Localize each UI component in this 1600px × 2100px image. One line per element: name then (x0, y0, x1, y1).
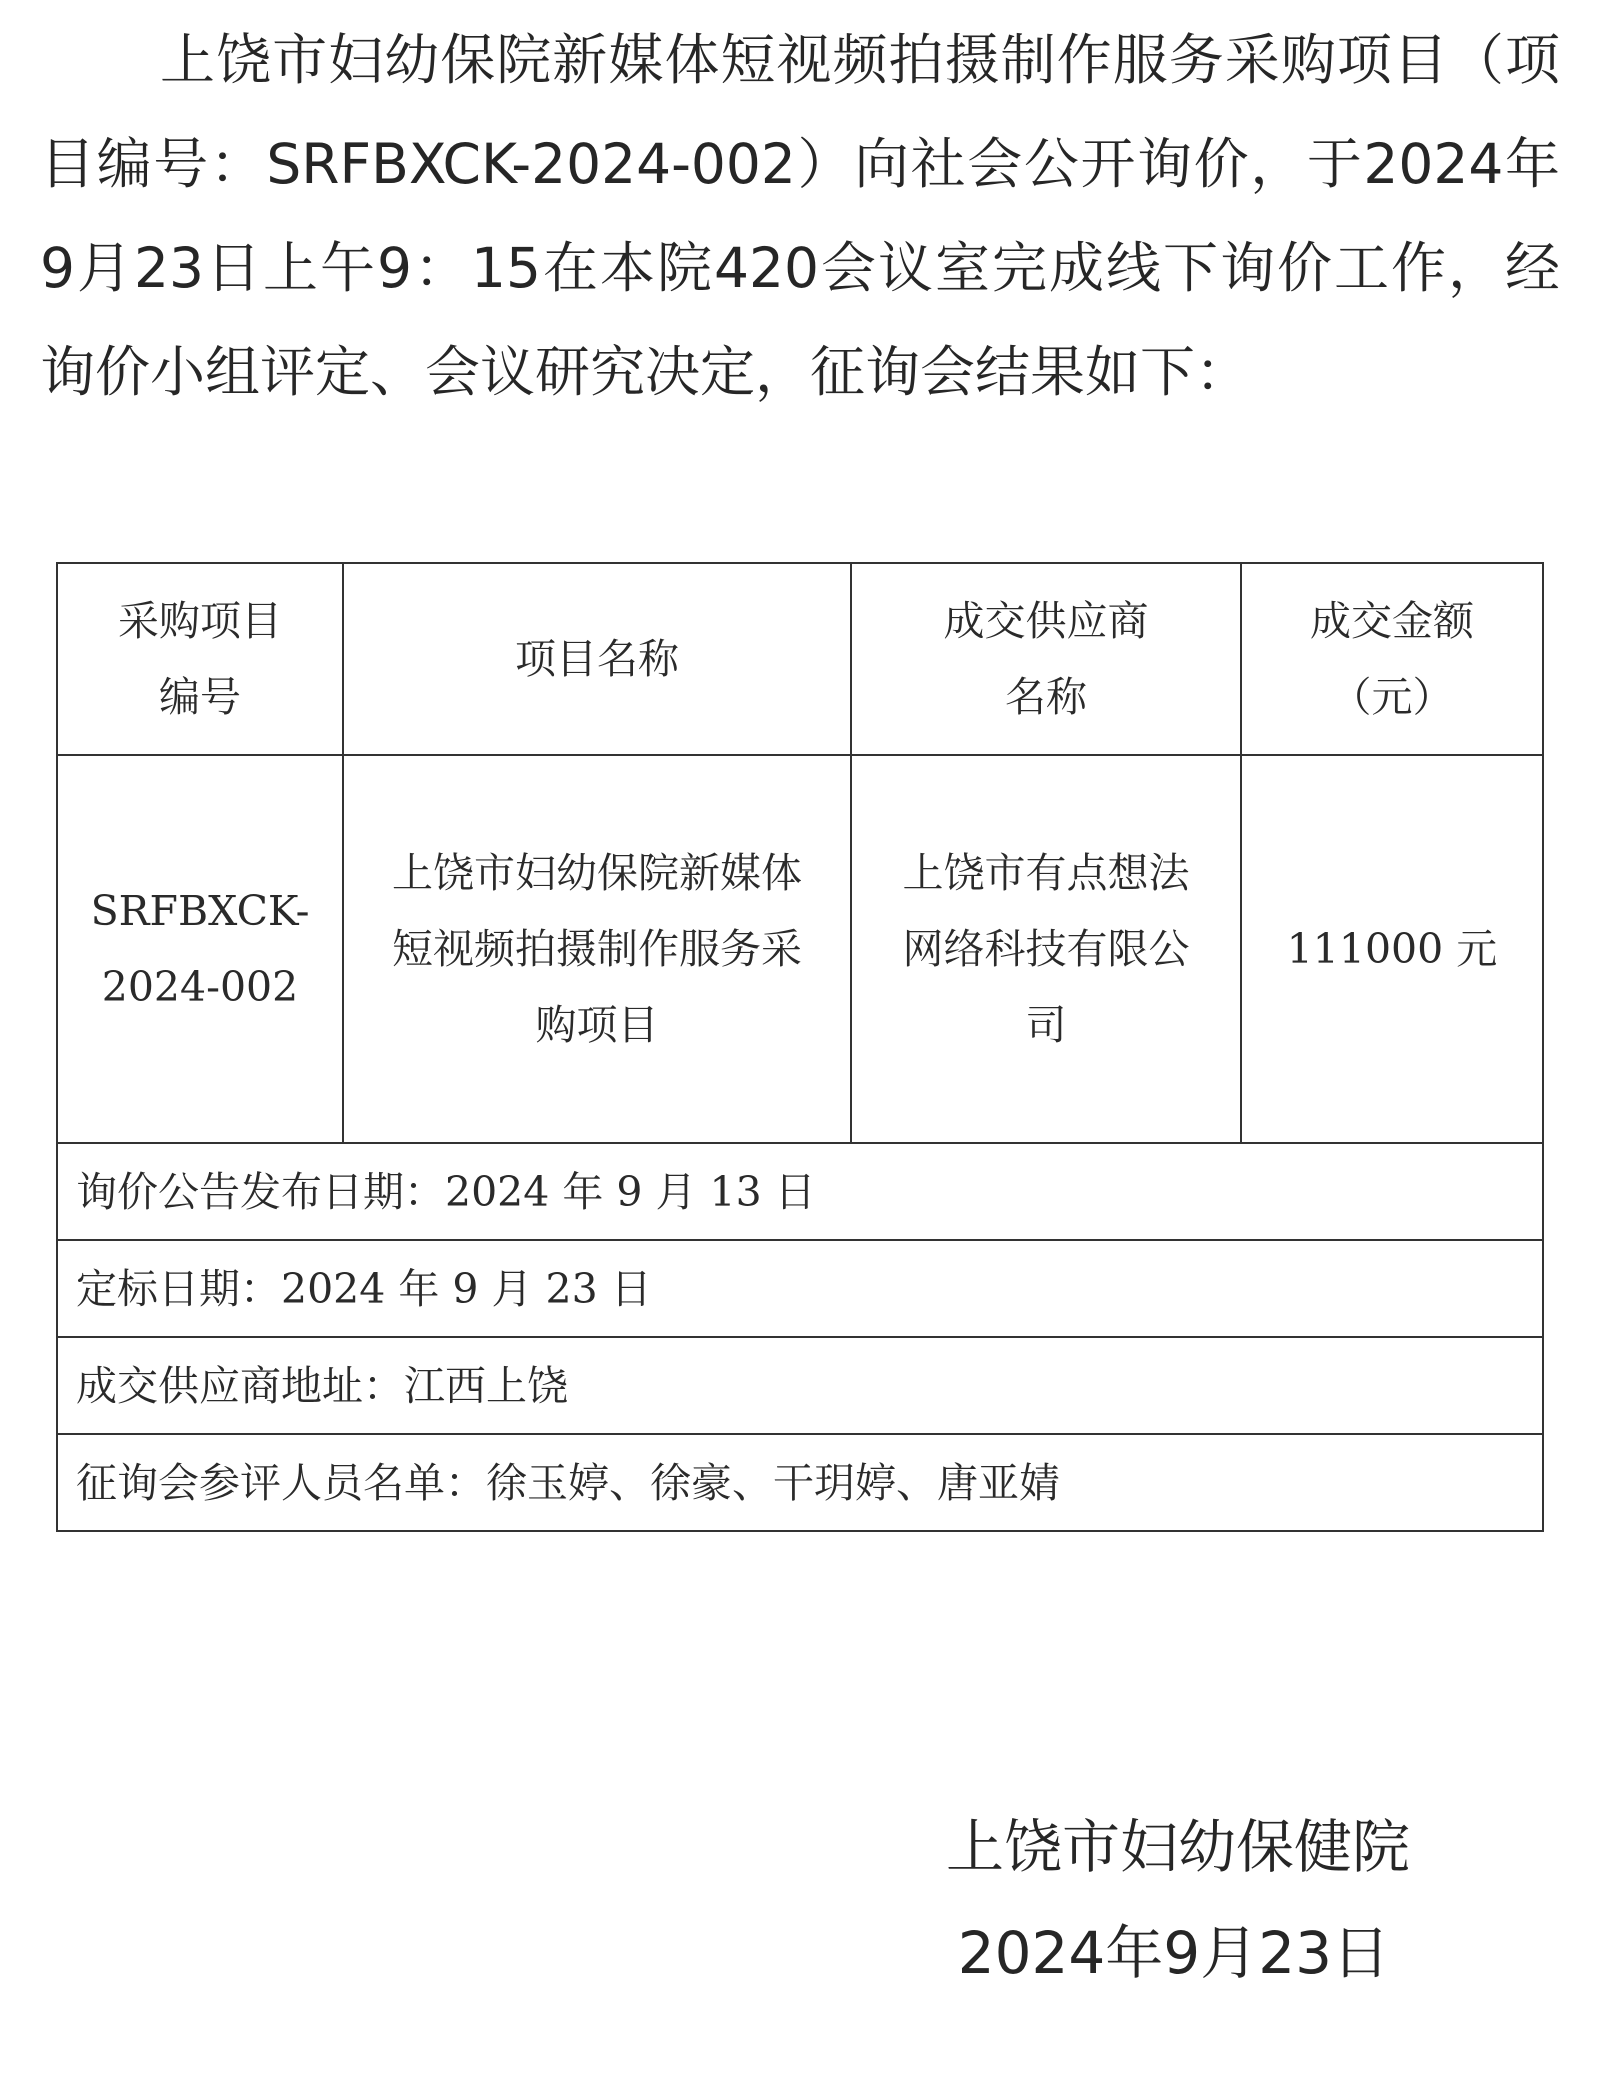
info-row-announce-date (57, 1143, 1543, 1240)
signature-date: 2024年9月23日 (957, 1919, 1390, 1987)
cell-project-code: SRFBXCK- 2024-002 (57, 755, 343, 1143)
supplier-address: 成交供应商地址：江西上饶 (57, 1337, 1543, 1434)
info-row-supplier-address (57, 1337, 1543, 1434)
table-header-row (57, 563, 1543, 755)
cell-project-name: 上饶市妇幼保院新媒体 短视频拍摄制作服务采 购项目 (343, 755, 851, 1143)
result-table (56, 562, 1544, 1532)
cell-supplier-name: 上饶市有点想法 网络科技有限公 司 (851, 755, 1241, 1143)
reviewers-list: 征询会参评人员名单：徐玉婷、徐豪、干玥婷、唐亚婧 (57, 1434, 1543, 1531)
table-row (57, 755, 1543, 1143)
cell-amount: 111000 元 (1241, 755, 1543, 1143)
signature-organization: 上饶市妇幼保健院 (945, 1813, 1410, 1881)
header-supplier-name: 成交供应商 名称 (851, 563, 1241, 755)
info-row-reviewers (57, 1434, 1543, 1531)
header-amount: 成交金额 （元） (1241, 563, 1543, 755)
header-project-code: 采购项目 编号 (57, 563, 343, 755)
header-project-name: 项目名称 (343, 563, 851, 755)
bid-date: 定标日期：2024 年 9 月 23 日 (57, 1240, 1543, 1337)
announce-date: 询价公告发布日期：2024 年 9 月 13 日 (57, 1143, 1543, 1240)
intro-paragraph: 上饶市妇幼保院新媒体短视频拍摄制作服务采购项目（项目编号：SRFBXCK-2024-002）向社会公开询价，于2024年9月23日上午9：15在本院420会议室完成线下询价工作，经询价小组评定、会议研究决定，征询会结果如下： (40, 28, 1560, 404)
info-row-bid-date (57, 1240, 1543, 1337)
